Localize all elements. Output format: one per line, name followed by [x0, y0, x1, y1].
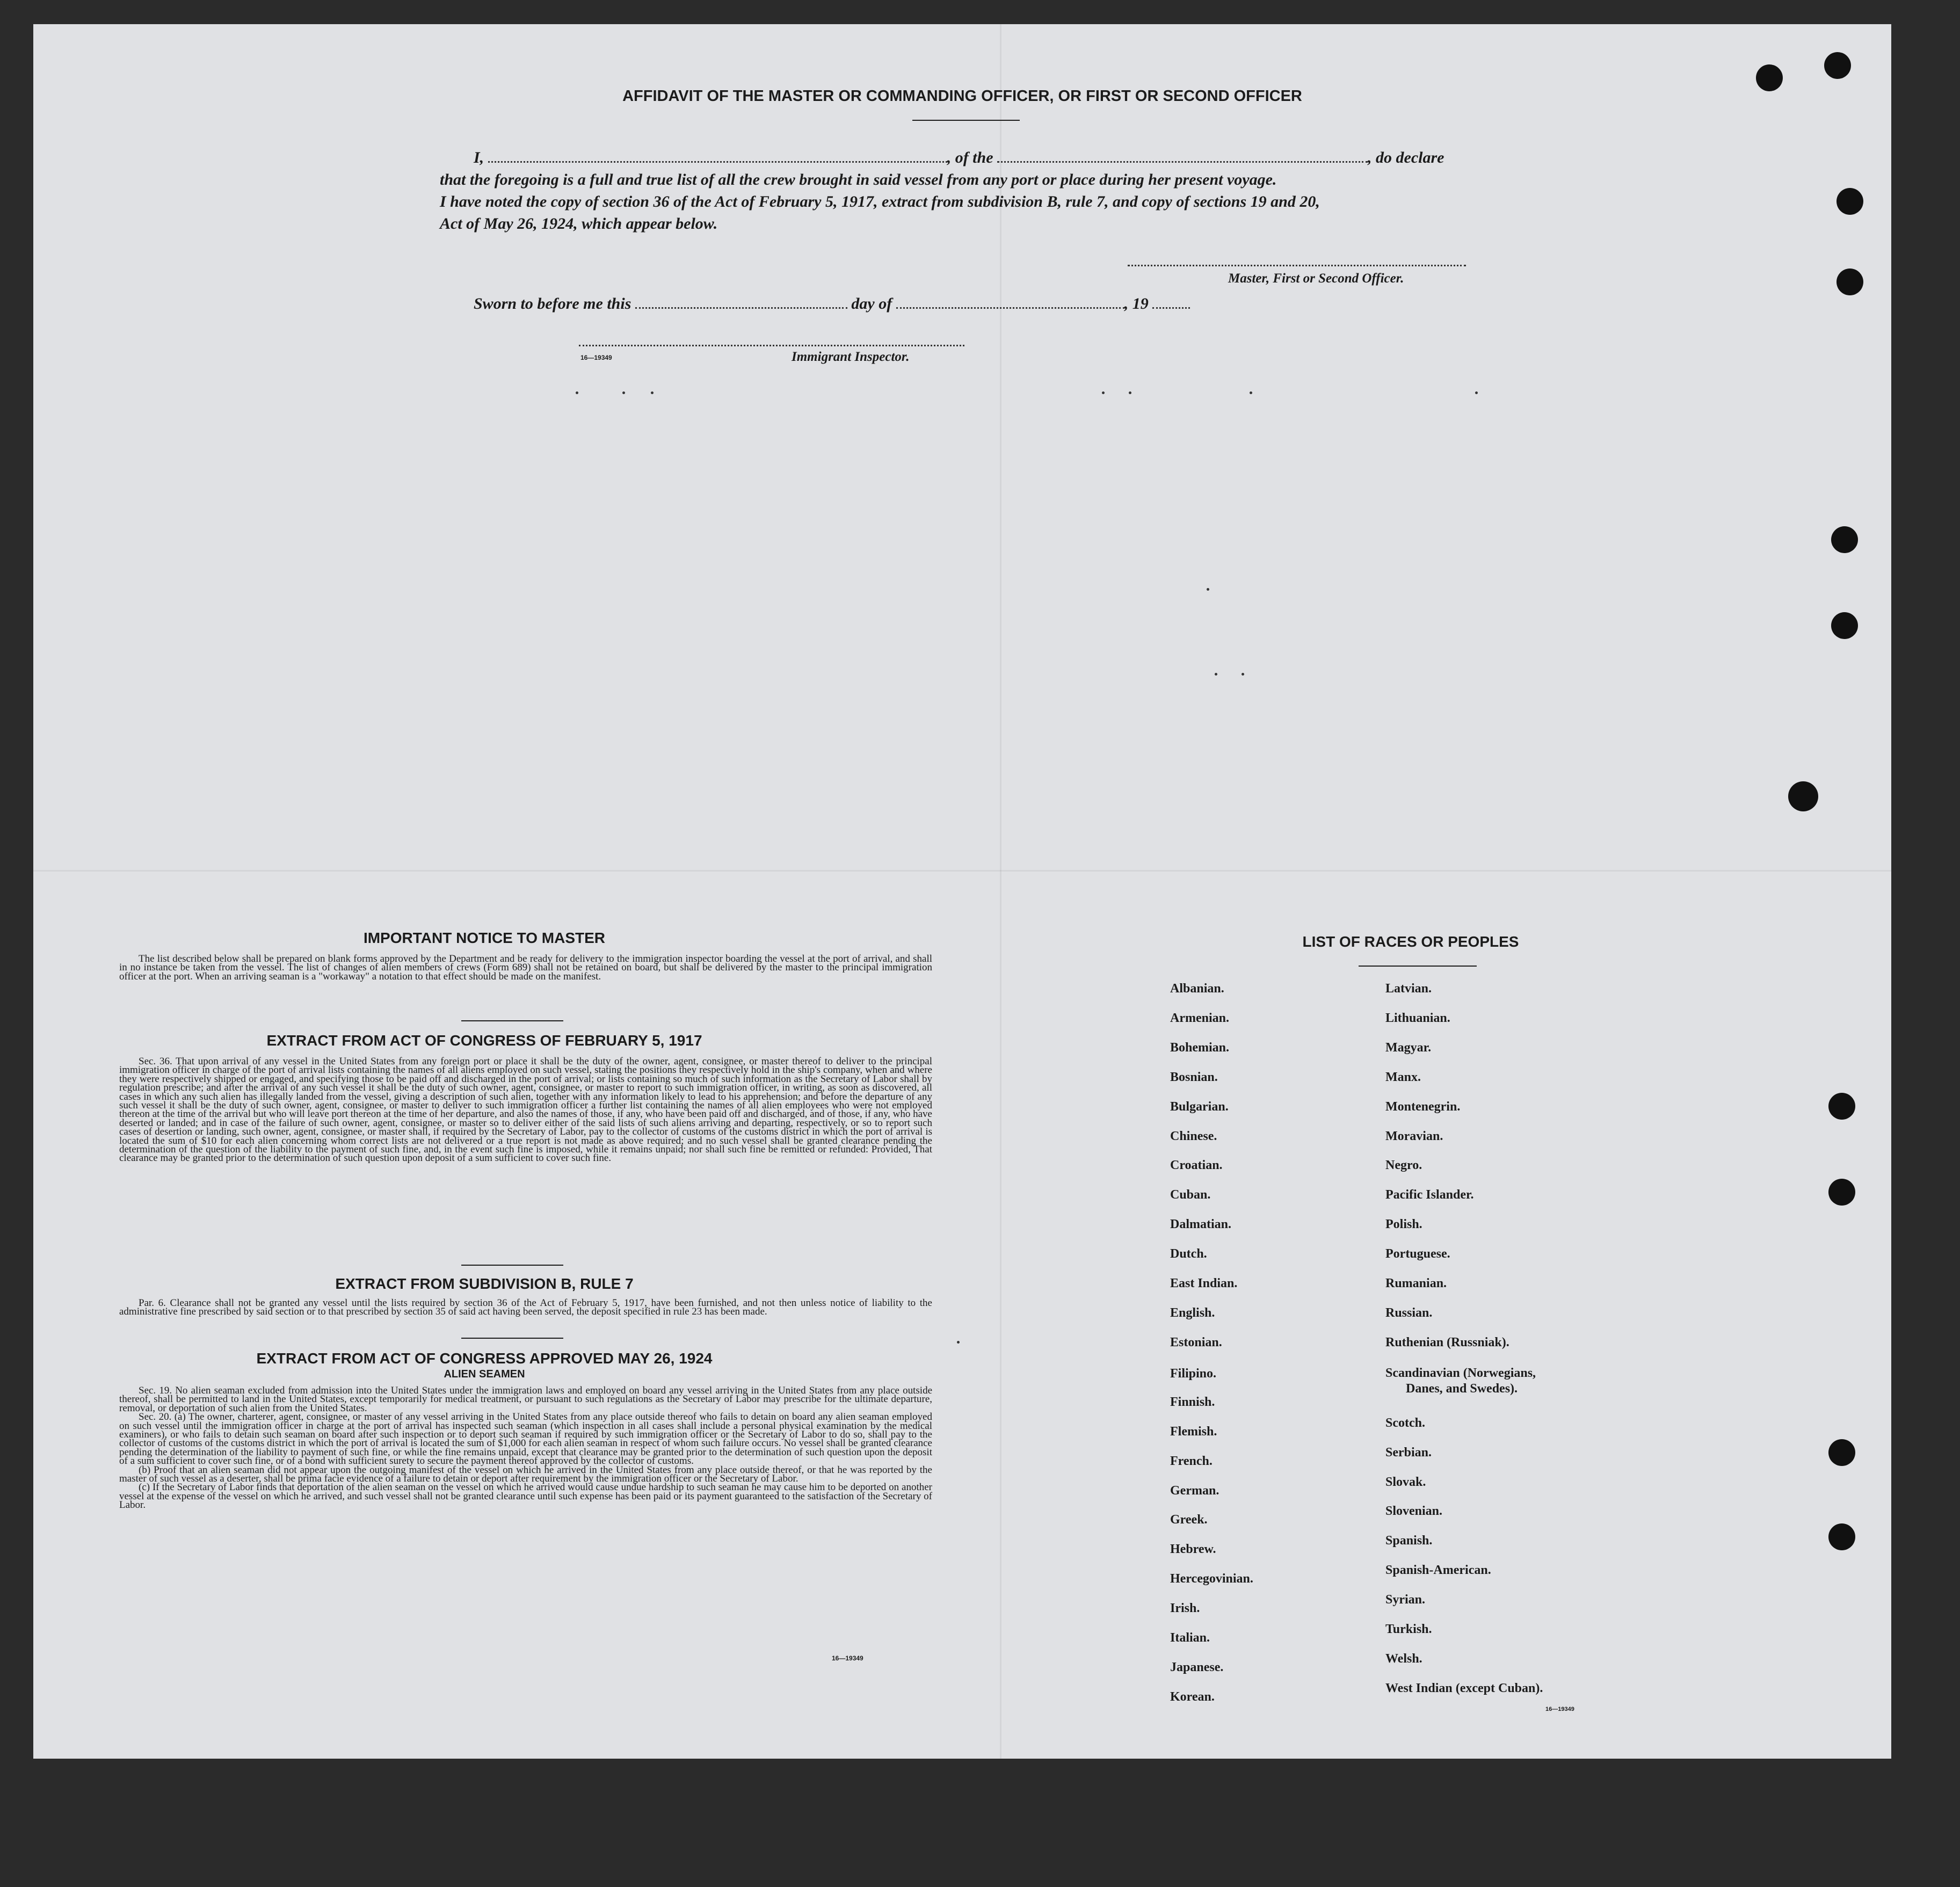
race-item: Rumanian. [1385, 1276, 1447, 1290]
race-item: Pacific Islander. [1385, 1188, 1474, 1202]
signature-line[interactable] [1128, 265, 1466, 266]
binder-hole [1828, 1439, 1855, 1466]
vertical-fold-line [1000, 24, 1001, 1759]
race-item: Croatian. [1170, 1158, 1223, 1173]
races-title: LIST OF RACES OR PEOPLES [1302, 933, 1519, 950]
binder-hole [1788, 781, 1818, 811]
sworn-year-blank[interactable] [1152, 307, 1190, 309]
ink-speck [1250, 391, 1252, 394]
sworn-line [474, 295, 1190, 313]
race-item: French. [1170, 1454, 1213, 1468]
race-item: Albanian. [1170, 982, 1224, 996]
notice-text [119, 955, 932, 981]
race-item: Welsh. [1385, 1651, 1422, 1666]
extract1924-title: EXTRACT FROM ACT OF CONGRESS APPROVED MAY 26, 1924 [256, 1350, 713, 1367]
race-item: Dalmatian. [1170, 1217, 1231, 1232]
affidavit-line-1-b: , of the [947, 149, 993, 166]
ink-speck [1475, 391, 1478, 394]
ink-speck [1207, 588, 1209, 591]
affidavit-line-1 [474, 149, 1444, 167]
ink-speck [1242, 673, 1244, 676]
race-item: Hercegovinian. [1170, 1572, 1253, 1586]
race-item: Flemish. [1170, 1424, 1217, 1439]
binder-hole [1831, 526, 1858, 553]
race-item: Greek. [1170, 1513, 1208, 1527]
rule7-title: EXTRACT FROM SUBDIVISION B, RULE 7 [335, 1275, 634, 1292]
race-item: Spanish. [1385, 1534, 1433, 1548]
affidavit-line-1-c: , do declare [1368, 149, 1444, 166]
ink-speck [622, 391, 625, 394]
sworn-text-b: day of [851, 295, 892, 313]
race-item: Lithuanian. [1385, 1011, 1450, 1025]
affidavit-line-1-a: I, [474, 149, 484, 166]
race-item: Slovak. [1385, 1475, 1426, 1489]
binder-hole [1824, 52, 1851, 79]
sec20c-paragraph: (c) If the Secretary of Labor finds that deportation of the alien seaman on the vessel on which he arrived would cause undue hardship to such seaman he may cause him to be deported on another vessel at the expense of the vessel on which he arrived, and such vessel shall not be granted clearance until such expense has been paid or its payment guaranteed to the satisfaction of the Secretary of Labor. [119, 1482, 932, 1511]
binder-hole [1828, 1523, 1855, 1550]
binder-hole [1756, 64, 1783, 91]
race-item: Russian. [1385, 1305, 1433, 1320]
race-item: Bohemian. [1170, 1040, 1230, 1055]
sec19-paragraph: Sec. 19. No alien seaman excluded from admission into the United States under the immigration laws and employed on board any vessel arriving in the United States from any place outside thereof, shall be permitted to land in the United States, except temporarily for medical treatment, or pursuant to such regulations as the Secretary of Labor may prescribe for the ultimate departure, removal, or deportation of such alien from the United States. [119, 1385, 932, 1414]
races-form-number: 16—19349 [1545, 1706, 1574, 1712]
affidavit-title-rule [912, 120, 1020, 121]
races-title-rule [1359, 966, 1477, 967]
race-item: Armenian. [1170, 1011, 1229, 1025]
race-item: Turkish. [1385, 1622, 1432, 1636]
race-item: Cuban. [1170, 1188, 1211, 1202]
sworn-text-c: , 19 [1124, 295, 1149, 313]
extract1924-form-number: 16—19349 [832, 1654, 863, 1662]
extract1924-text [119, 1387, 932, 1510]
race-item: Scandinavian (Norwegians, [1385, 1366, 1536, 1380]
sec36-paragraph: Sec. 36. That upon arrival of any vessel in the United States from any foreign port or place it shall be the duty of the owner, agent, consignee, or master thereof to deliver to the principal immigration officer in charge of the port of arrival lists containing the names of all aliens employed on such vessel, stating the positions they respectively hold in the ship's company, when and where they were respectively shipped or engaged, and specifying those to be paid off and discharged in the port of arrival; or lists containing so much of such information as the Secretary of Labor shall by regulation prescribe; and after the arrival of any such vessel it shall be the duty of such owner, agent, consignee, or master to report to such immigration officer, in writing, as soon as discovered, all cases in which any such alien has illegally landed from the vessel, giving a description of such alien, together with any information likely to lead to his apprehension; and before the departure of any such vessel it shall be the duty of such owner, agent, consignee, or master to deliver to such immigration officer a further list containing the names of all alien employees who were not employed thereon at the time of the arrival but who will leave port thereon at the time of her departure, and also the names of those, if any, who have been paid off and discharged, and of those, if any, who have deserted or landed; and in case of the failure of such owner, agent, consignee, or master so to deliver either of the said lists of such aliens arriving and departing, respectively, or so to report such cases of desertion or landing, such owner, agent, consignee, or master shall, if required by the Secretary of Labor, pay to the collector of customs of the customs district in which the port of arrival is located the sum of $10 for each alien concerning whom correct lists are not delivered or a true report is not made as above required; and no such vessel shall be granted clearance pending the determination of the question of the liability to the payment of such fine, and, in the event such fine is imposed, while it remains unpaid; nor shall such fine be remitted or refunded: Provided, That clearance may be granted prior to the determination of such question upon deposit of a sum sufficient to cover such fine. [119, 1056, 932, 1164]
race-item: Magyar. [1385, 1040, 1432, 1055]
ink-speck [957, 1341, 960, 1344]
sworn-day-blank[interactable] [635, 307, 847, 309]
sworn-month-blank[interactable] [896, 307, 1124, 309]
affidavit-line-4: Act of May 26, 1924, which appear below. [440, 215, 718, 233]
extract1917-title: EXTRACT FROM ACT OF CONGRESS OF FEBRUARY 5, 1917 [266, 1032, 702, 1049]
race-item: Spanish-American. [1385, 1563, 1491, 1578]
race-item: Irish. [1170, 1601, 1200, 1616]
race-item: Portuguese. [1385, 1247, 1450, 1261]
race-item: Montenegrin. [1385, 1099, 1461, 1114]
ink-speck [1129, 391, 1131, 394]
ink-speck [651, 391, 654, 394]
binder-hole [1828, 1093, 1855, 1120]
extract1924-subtitle: ALIEN SEAMEN [444, 1368, 525, 1380]
name-blank[interactable] [488, 161, 947, 163]
race-item: Bosnian. [1170, 1070, 1218, 1084]
form-sheet [33, 24, 1891, 1759]
race-item: Syrian. [1385, 1593, 1426, 1607]
race-item: English. [1170, 1305, 1215, 1320]
par6-paragraph: Par. 6. Clearance shall not be granted any vessel until the lists required by section 36 of the Act of February 5, 1917, have been furnished, and not then unless notice of liability to the administrative fine prescribed by said section or to that prescribed by section 35 of said act having been served, the deposit specified in rule 23 has been made. [119, 1297, 932, 1318]
race-item: Moravian. [1385, 1129, 1443, 1143]
race-item: Japanese. [1170, 1660, 1224, 1674]
race-item: Polish. [1385, 1217, 1422, 1232]
extract1917-rule [461, 1265, 563, 1266]
affidavit-title: AFFIDAVIT OF THE MASTER OR COMMANDING OFFICER, OR FIRST OR SECOND OFFICER [622, 88, 1302, 105]
race-item: East Indian. [1170, 1276, 1238, 1290]
binder-hole [1836, 268, 1863, 295]
inspector-signature-line[interactable] [579, 345, 964, 346]
race-item: Danes, and Swedes). [1406, 1381, 1518, 1396]
extract1917-text [119, 1057, 932, 1163]
race-item: Chinese. [1170, 1129, 1217, 1143]
race-item: Hebrew. [1170, 1542, 1216, 1557]
sec20a-paragraph: Sec. 20. (a) The owner, charterer, agent, consignee, or master of any vessel arriving in the United States from any place outside thereof who fails to detain on board any alien seaman employed on such vessel until the immigration officer in charge at the port of arrival has inspected such seaman (which inspection in all cases shall include a personal physical examination by the medical examiners), or who fails to detain such seaman on board after such inspection or to deport such seaman if required by such immigration officer or the Secretary of Labor to do so, shall pay to the collector of customs of the customs district in which the port of arrival is located the sum of $1,000 for each alien seaman in respect of whom such failure occurs. No vessel shall be granted clearance pending the determination of the liability to payment of such fine, or while the fine remains unpaid, except that clearance may be granted prior to the determination of such question upon the deposit of a sum sufficient to cover such fine, or of a bond with sufficient surety to secure the payment thereof approved by the collector of customs. [119, 1411, 932, 1467]
ink-speck [1215, 673, 1217, 676]
race-item: Slovenian. [1385, 1504, 1443, 1519]
horizontal-fold-line [33, 870, 1891, 872]
affidavit-form-number: 16—19349 [580, 354, 612, 361]
affidavit-line-3: I have noted the copy of section 36 of the Act of February 5, 1917, extract from subdivision B, rule 7, and copy of sections 19 and 20, [440, 193, 1320, 211]
race-item: Ruthenian (Russniak). [1385, 1335, 1509, 1349]
race-item: Filipino. [1170, 1366, 1217, 1381]
ink-speck [576, 391, 578, 394]
notice-paragraph: The list described below shall be prepared on blank forms approved by the Department and be ready for delivery to the immigration inspector boarding the vessel at the port of arrival, and shall in no instance be taken from the vessel. The list of changes of alien members of crews (Form 689) shall not be retained on board, but shall be delivered by the master to the principal immigration officer at the port. When an arriving seaman is a "workaway" a notation to that effect should be made on the manifest. [119, 953, 932, 982]
notice-title: IMPORTANT NOTICE TO MASTER [363, 930, 606, 946]
signature-caption: Master, First or Second Officer. [1228, 271, 1404, 286]
notice-rule [461, 1020, 563, 1021]
race-item: Bulgarian. [1170, 1099, 1229, 1114]
inspector-caption: Immigrant Inspector. [792, 350, 910, 364]
affidavit-line-2: that the foregoing is a full and true list of all the crew brought in said vessel from any port or place during her present voyage. [440, 171, 1277, 188]
vessel-blank[interactable] [997, 161, 1368, 163]
race-item: Latvian. [1385, 982, 1432, 996]
binder-hole [1828, 1179, 1855, 1206]
race-item: Dutch. [1170, 1247, 1207, 1261]
race-item: Italian. [1170, 1631, 1210, 1645]
race-item: German. [1170, 1483, 1219, 1498]
ink-speck [1102, 391, 1105, 394]
sworn-text-a: Sworn to before me this [474, 295, 631, 313]
binder-hole [1836, 188, 1863, 215]
race-item: Manx. [1385, 1070, 1421, 1084]
rule7-rule [461, 1338, 563, 1339]
sec20b-paragraph: (b) Proof that an alien seaman did not appear upon the outgoing manifest of the vessel on which he arrived in the United States from any place outside thereof, or that he was reported by the master of such vessel as a deserter, shall be prima facie evidence of a failure to detain or deport after requirement by the immigration officer or the Secretary of Labor. [119, 1464, 932, 1485]
race-item: Estonian. [1170, 1335, 1222, 1349]
race-item: Negro. [1385, 1158, 1422, 1173]
race-item: West Indian (except Cuban). [1385, 1681, 1543, 1695]
binder-hole [1831, 612, 1858, 639]
race-item: Scotch. [1385, 1416, 1425, 1430]
race-item: Finnish. [1170, 1395, 1215, 1409]
race-item: Serbian. [1385, 1445, 1432, 1460]
rule7-text [119, 1299, 932, 1317]
race-item: Korean. [1170, 1689, 1215, 1704]
